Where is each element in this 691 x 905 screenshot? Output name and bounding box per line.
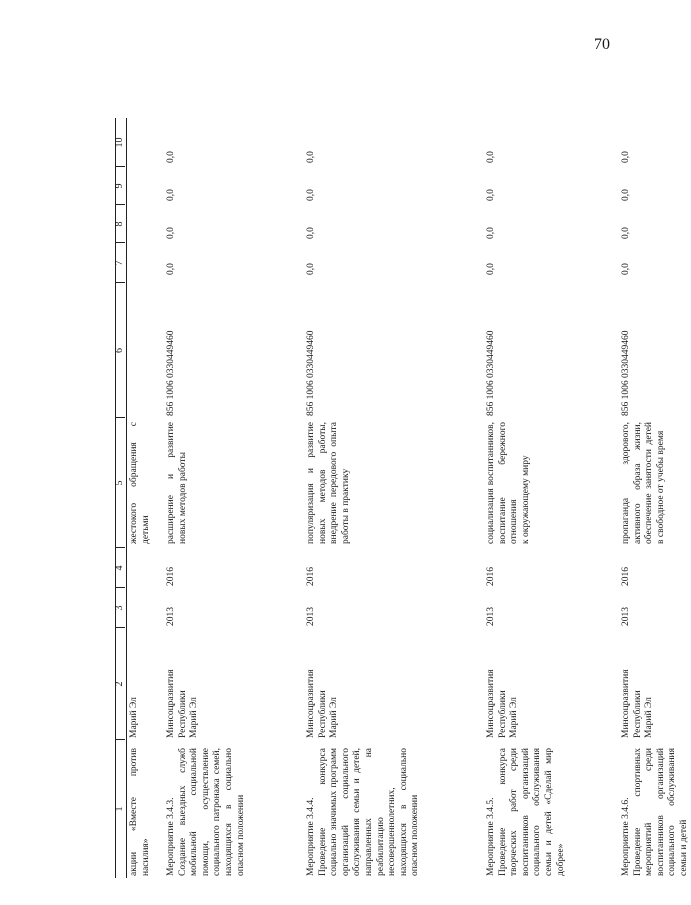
cell-text: 0,0: [621, 189, 631, 201]
table-cell: [166, 550, 178, 586]
table-cell: [306, 286, 318, 416]
table-cell: [486, 118, 498, 163]
table-cell: [621, 286, 633, 416]
table-cell: [166, 632, 201, 738]
table-cell: [621, 167, 633, 201]
table-cell: [486, 632, 521, 738]
table-cell: [166, 286, 178, 416]
cell-text: Минсоцразвития Республики Марий Эл: [306, 669, 340, 738]
cell-text: пропаганда здорового, активного образа жизни, обеспечение занятости детей в свободное от учебы время: [621, 422, 666, 544]
table-cell: [306, 550, 318, 586]
header-divider: [126, 118, 127, 878]
column-header: 3: [114, 605, 125, 611]
cell-text: 2016: [306, 567, 316, 586]
column-header: 1: [114, 806, 125, 812]
table-cell: [486, 590, 498, 626]
cell-text: 0,0: [486, 263, 496, 275]
table-cell: [129, 422, 152, 544]
table-cell: [166, 422, 189, 544]
column-header: 6: [114, 348, 125, 353]
table-cell: [621, 748, 691, 876]
table-cell: [166, 243, 178, 275]
budget-table: [114, 118, 689, 878]
table-cell: [621, 205, 633, 239]
column-header: 2: [114, 681, 125, 687]
cell-text: 0,0: [306, 263, 316, 275]
table-cell: [486, 167, 498, 201]
table-cell: [621, 550, 633, 586]
cell-text: Мероприятие 3.4.3. Создание выездных служб мобильной социальной помощи, осуществление социального патронажа семей, находящихся в социально опасном положении: [166, 748, 246, 876]
column-header: 8: [114, 221, 125, 227]
cell-text: акции «Вместе против насилия»: [129, 748, 151, 876]
page-number: 70: [594, 36, 610, 53]
table-cell: [306, 118, 318, 163]
cell-text: 2013: [621, 607, 631, 626]
table-cell: [306, 167, 318, 201]
cell-text: 0,0: [166, 227, 176, 239]
table-cell: [306, 243, 318, 275]
cell-text: 856 1006 0330449460: [621, 330, 631, 416]
table-cell: [621, 118, 633, 163]
table-cell: [166, 167, 178, 201]
table-cell: [129, 748, 152, 876]
cell-text: 856 1006 0330449460: [486, 330, 496, 416]
cell-text: социализация воспитанников, воспитание бережного отношения к окружающему миру: [486, 422, 531, 544]
table-cell: [166, 590, 178, 626]
cell-text: Мероприятие 3.4.4. Проведение конкурса социально значимых программ организаций социального обслуживания семьи и детей, направленных на реабилитацию несовершеннолетних, находящихся в социально опасном положении: [306, 748, 421, 876]
cell-text: жестокого обращения с детьми: [129, 422, 151, 544]
cell-text: расширение и развитие новых методов работы: [166, 422, 188, 544]
cell-text: 0,0: [486, 151, 496, 163]
table-cell: [129, 632, 141, 738]
table-cell: [306, 422, 352, 544]
cell-text: Минсоцразвития Республики Марий Эл: [486, 669, 520, 738]
table-cell: [306, 205, 318, 239]
cell-text: 0,0: [621, 227, 631, 239]
table-cell: [621, 632, 656, 738]
cell-text: 2016: [486, 567, 496, 586]
table-cell: [621, 243, 633, 275]
column-header: 10: [114, 137, 125, 148]
cell-text: Мероприятие 3.4.6. Проведение спортивных мероприятий среди воспитанников организаций социального обслуживания семьи и детей: [621, 748, 689, 876]
table-cell: [166, 205, 178, 239]
cell-text: 2013: [166, 607, 176, 626]
cell-text: 0,0: [486, 227, 496, 239]
table-cell: [486, 550, 498, 586]
cell-text: 0,0: [486, 189, 496, 201]
cell-text: Минсоцразвития Республики Марий Эл: [166, 669, 200, 738]
cell-text: 2016: [621, 567, 631, 586]
table-cell: [486, 243, 498, 275]
table-cell: [486, 422, 532, 544]
column-header: 7: [114, 260, 125, 266]
cell-text: 2013: [486, 607, 496, 626]
cell-text: Марий Эл: [129, 697, 139, 738]
cell-text: 0,0: [166, 189, 176, 201]
column-header: 9: [114, 183, 125, 189]
cell-text: 0,0: [621, 151, 631, 163]
column-header: 4: [114, 565, 125, 571]
cell-text: 856 1006 0330449460: [306, 330, 316, 416]
table-cell: [621, 422, 667, 544]
cell-text: Мероприятие 3.4.5. Проведение конкурса творческих работ среди воспитанников организаций социального обслуживания семьи и детей «Сделай мир добрее»: [486, 748, 566, 876]
cell-text: 0,0: [166, 151, 176, 163]
column-header: 5: [114, 480, 125, 486]
cell-text: Минсоцразвития Республики Марий Эл: [621, 669, 655, 738]
table-cell: [486, 748, 567, 876]
cell-text: 2016: [166, 567, 176, 586]
cell-text: 0,0: [306, 189, 316, 201]
cell-text: 0,0: [306, 227, 316, 239]
cell-text: популяризация и развитие новых методов работы, внедрение передового опыта работы в практику: [306, 422, 351, 544]
table-cell: [166, 748, 247, 876]
cell-text: 2013: [306, 607, 316, 626]
table-cell: [166, 118, 178, 163]
table-cell: [306, 632, 341, 738]
cell-text: 0,0: [621, 263, 631, 275]
cell-text: 0,0: [166, 263, 176, 275]
cell-text: 856 1006 0330449460: [166, 330, 176, 416]
table-cell: [306, 590, 318, 626]
table-cell: [306, 748, 422, 876]
table-cell: [621, 590, 633, 626]
table-cell: [486, 286, 498, 416]
table-cell: [486, 205, 498, 239]
cell-text: 0,0: [306, 151, 316, 163]
